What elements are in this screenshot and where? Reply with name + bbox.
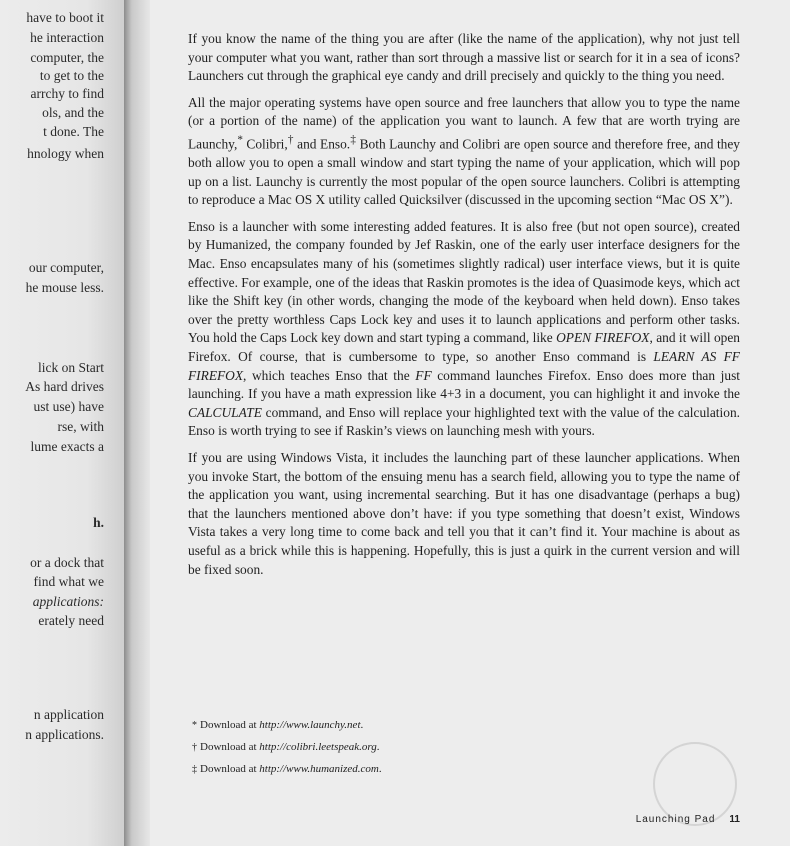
left-page-line: n applications.: [25, 727, 104, 742]
left-page-line: As hard drives: [25, 379, 104, 394]
left-page-line: arrchy to find: [30, 86, 104, 101]
paragraph-text: If you are using Windows Vista, it includes the launching part of these launcher applications. When you invoke Start, the bottom of the ensuing menu has a search field, allowing you to type the name of the application you want, using incremental searching. But it has one disadvantage (perhaps a bug) that the launchers mentioned above don’t have: if you type something that doesn’t exist, Windows Vista takes a very long time to come back and tell you that it can’t find it. Your machine is about as useful as a brick while this is happening. Hopefully, this is just a quirk in the current version and will be fixed soon.: [188, 449, 740, 577]
left-page: [0, 0, 124, 846]
footnote-text: Download at: [200, 763, 260, 775]
footnote-text: Download at: [200, 741, 260, 753]
left-page-line: our computer,: [28, 260, 104, 275]
footnote-ref: †: [287, 133, 294, 146]
footnote-text: Download at: [200, 719, 260, 731]
left-page-line: n application: [33, 707, 104, 722]
footnote-ref: ‡: [350, 133, 357, 146]
left-page-line: applications:: [32, 594, 104, 609]
right-page: [150, 0, 790, 846]
left-page-line: lick on Start: [38, 360, 104, 375]
footnote-link[interactable]: http://www.humanized.com: [259, 763, 379, 775]
footnote: [192, 741, 712, 753]
paragraph-text: Colibri,: [242, 136, 288, 152]
footnote-marker: ‡: [192, 764, 197, 775]
paragraph-windows-vista: [188, 449, 740, 579]
footnote-ref: *: [237, 133, 243, 146]
left-page-line: have to boot it: [26, 10, 104, 25]
command-text: OPEN FIREFOX: [556, 330, 650, 346]
paragraph-text: , and it will open Firefox. Of course, that is cumbersome to type, so another Enso command is: [188, 330, 740, 364]
command-text: FF: [415, 367, 432, 383]
paragraph-text: All the major operating systems have open source and free launchers that allow you to type the name (or a portion of the name) of the application you want to launch. A few that are worth trying are Launchy,: [188, 94, 740, 152]
footnote: [192, 763, 712, 775]
command-text: CALCULATE: [188, 404, 262, 420]
footnote: [192, 719, 712, 731]
paragraph-text: command, and Enso will replace your highlighted text with the value of the calculation. Enso is worth trying to see if Raskin’s views on launching mesh with yours.: [188, 404, 740, 439]
left-page-line: h.: [93, 515, 104, 530]
footnotes: [192, 719, 712, 785]
paragraph-text: Enso is a launcher with some interesting added features. It is also free (but not open source), created by Humanized, the company founded by Jef Raskin, one of the early user interface designers for the Mac. Enso encapsulates many of his (sometimes slightly radical) user interface views, but it is quite effective. For example, one of the ideas that Raskin promotes is the idea of Quasimode keys, which act like the Shift key (in other words, changing the mode of the keyboard when held down). Enso takes over the pretty worthless Caps Lock key and uses it to launch applications and perform other tasks. You hold the Caps Lock key down and start typing a command, like: [188, 218, 740, 346]
page-number: 11: [729, 814, 740, 825]
left-page-line: ols, and the: [42, 105, 104, 120]
paragraph-text: command launches Firefox. Enso does more than just launching. If you have a math expression like 4+3 in a document, you can highlight it and invoke the: [188, 367, 740, 402]
command-text: LEARN AS FF FIREFOX: [188, 348, 740, 383]
footnote-marker: †: [192, 742, 197, 753]
running-head: Launching Pad: [635, 814, 716, 825]
left-page-line: rse, with: [57, 419, 104, 434]
footnote-link[interactable]: http://colibri.leetspeak.org: [259, 741, 377, 753]
paragraph-open-source-launchers: [188, 94, 740, 210]
paragraph-enso: [188, 218, 740, 441]
footnote-text: .: [378, 763, 382, 775]
left-page-line: ust use) have: [33, 399, 104, 414]
paragraph-launchers-intro: [188, 30, 740, 86]
footnote-link[interactable]: http://www.launchy.net: [259, 719, 361, 731]
left-page-line: he mouse less.: [25, 280, 104, 295]
left-page-line: or a dock that: [30, 555, 104, 570]
left-page-line: find what we: [33, 574, 104, 589]
page-footer: [636, 814, 740, 825]
paragraph-text: , which teaches Enso that the: [243, 367, 416, 383]
left-page-line: lume exacts a: [30, 439, 104, 454]
paragraph-text: If you know the name of the thing you are after (like the name of the application), why not just tell your computer what you want, rather than sort through a massive list or search for it in a sea of icons? Launchers cut through the graphical eye candy and drill precisely and quickly to the thing you need.: [188, 31, 740, 84]
footnote-text: .: [376, 741, 380, 753]
book-gutter: [124, 0, 150, 846]
left-page-line: hnology when: [27, 146, 104, 161]
footnote-text: .: [360, 719, 364, 731]
body-text: [188, 30, 740, 587]
left-page-line: he interaction: [30, 30, 104, 45]
paragraph-text: and Enso.: [293, 136, 351, 152]
left-page-line: erately need: [38, 613, 104, 628]
left-page-line: computer, the: [30, 50, 104, 65]
footnote-marker: *: [192, 720, 197, 731]
left-page-line: to get to the: [39, 68, 104, 83]
paragraph-text: Both Launchy and Colibri are open source and therefore free, and they both allow you to open a small window and start typing the name of your application, which will pop up on a list. Launchy is currently the most popular of the open source launchers. Colibri is attempting to reproduce a Mac OS X utility called Quicksilver (discussed in the upcoming section “Mac OS X”).: [188, 136, 740, 208]
left-page-line: t done. The: [43, 124, 104, 139]
